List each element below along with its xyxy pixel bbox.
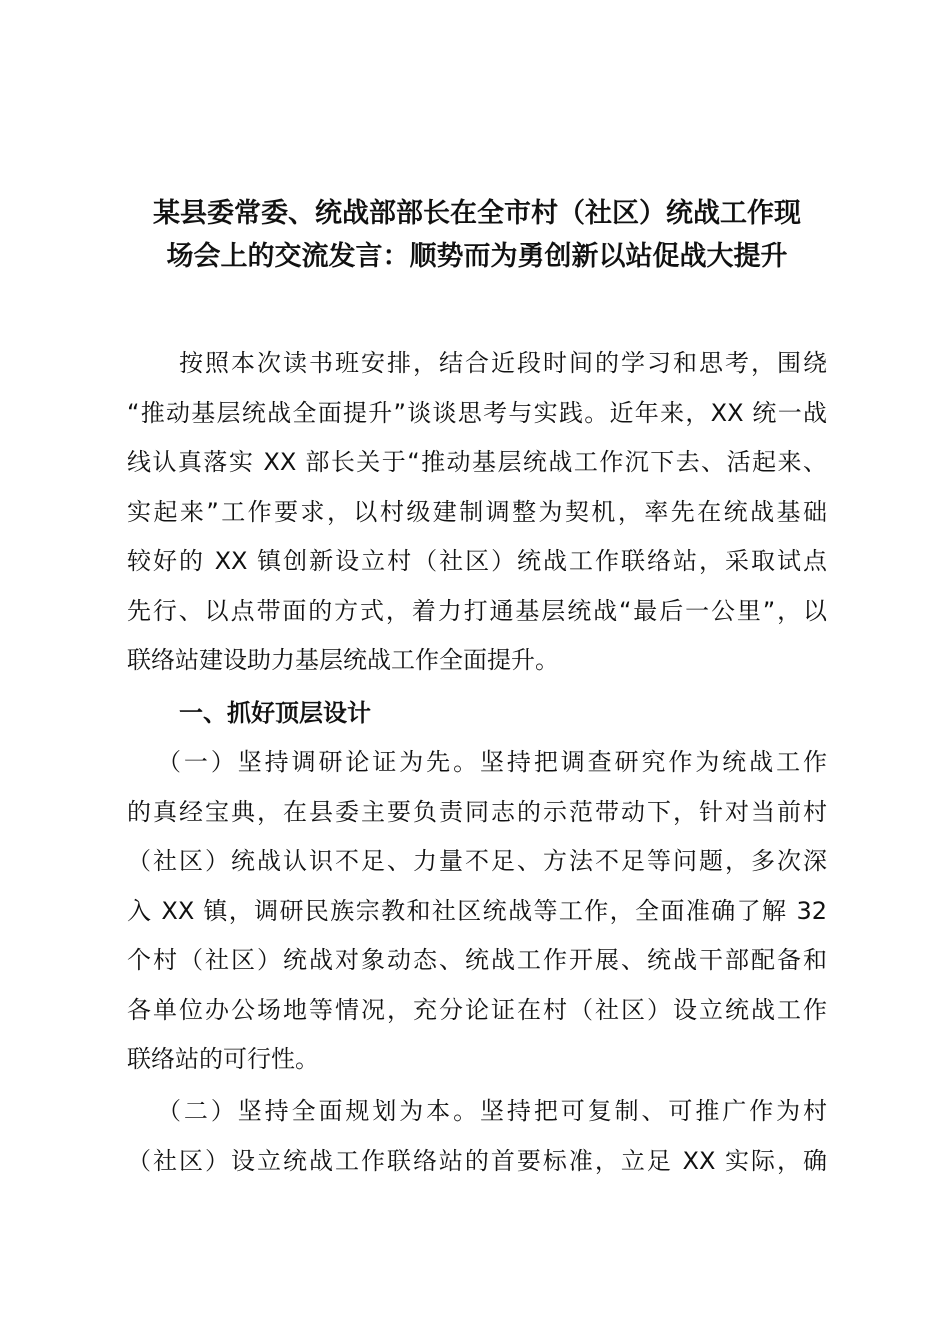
title-line-2: 场会上的交流发言：顺势而为勇创新以站促战大提升 [166,241,788,272]
paragraph-line: 的真经宝典，在县委主要负责同志的示范带动下，针对当前村 [127,797,827,826]
paragraph-line: （社区）统战认识不足、力量不足、方法不足等问题，多次深 [127,847,827,875]
paragraph-line: 实起来”工作要求，以村级建制调整为契机，率先在统战基础 [127,497,827,526]
paragraph-line: “推动基层统战全面提升”谈谈思考与实践。近年来，XX 统一战 [127,398,827,427]
paragraph-line: 入 XX 镇，调研民族宗教和社区统战等工作，全面准确了解 32 [127,896,827,925]
paragraph-line: （二）坚持全面规划为本。坚持把可复制、可推广作为村 [157,1097,827,1125]
section-1-paragraph-1 [127,738,827,1085]
paragraph-line: 个村（社区）统战对象动态、统战工作开展、统战干部配备和 [127,946,827,974]
paragraph-line: （社区）设立统战工作联络站的首要标准，立足 XX 实际，确 [127,1146,827,1175]
title-line-1: 某县委常委、统战部部长在全市村（社区）统战工作现 [153,198,801,229]
section-1 [127,689,827,739]
paragraph-line: 联络站建设助力基层统战工作全面提升。 [127,646,559,674]
paragraph-line: 联络站的可行性。 [127,1045,319,1073]
paragraph-line: 线认真落实 XX 部长关于“推动基层统战工作沉下去、活起来、 [127,448,827,476]
section-1-paragraph-2 [127,1087,827,1186]
intro-paragraph [127,339,827,686]
paragraph-line: （一）坚持调研论证为先。坚持把调查研究作为统战工作 [157,748,827,776]
paragraph-line: 先行、以点带面的方式，着力打通基层统战“最后一公里”，以 [127,596,827,625]
document-title [127,192,827,278]
section-heading: 一、抓好顶层设计 [179,699,371,727]
paragraph-line: 较好的 XX 镇创新设立村（社区）统战工作联络站，采取试点 [127,547,827,575]
paragraph-line: 按照本次读书班安排，结合近段时间的学习和思考，围绕 [179,349,827,377]
paragraph-line: 各单位办公场地等情况，充分论证在村（社区）设立统战工作 [127,995,827,1024]
